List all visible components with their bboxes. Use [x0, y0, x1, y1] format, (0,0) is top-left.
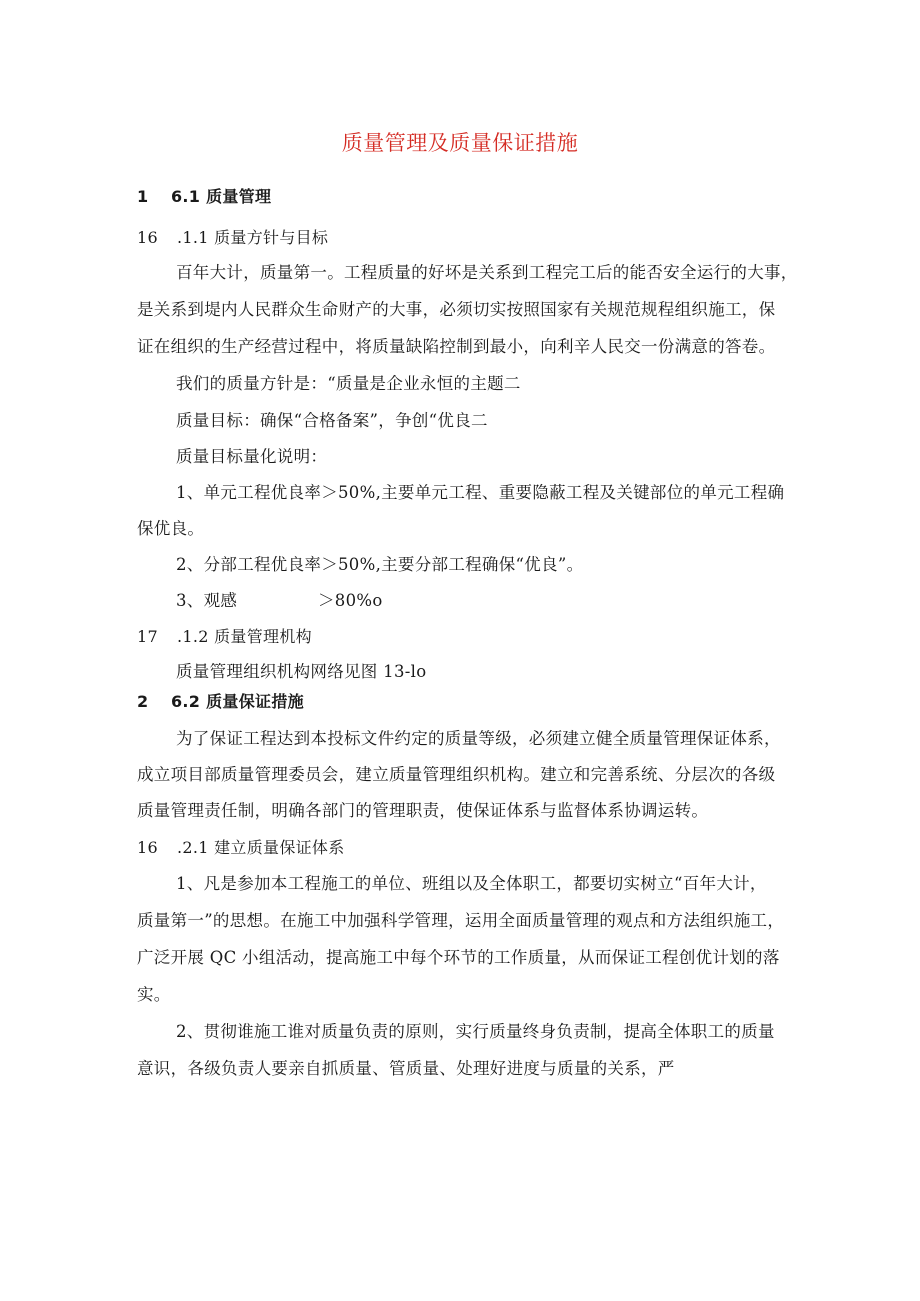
paragraph-line: 质量第一”的思想。在施工中加强科学管理，运用全面质量管理的观点和方法组织施工，: [137, 911, 785, 930]
quant-item-3: [176, 590, 383, 612]
quant-item-3-label: 3、观感: [176, 591, 238, 610]
paragraph-line: 成立项目部质量管理委员会，建立质量管理组织机构。建立和完善系统、分层次的各级: [137, 765, 776, 784]
quant-item-1-cont: 保优良。: [137, 519, 205, 538]
section-number: 1: [137, 187, 149, 206]
paragraph-line: 2、贯彻谁施工谁对质量负责的原则，实行质量终身负责制，提高全体职工的质量: [176, 1022, 775, 1041]
subsection-heading-6-1-2: [137, 626, 312, 648]
paragraph-line: 质量管理责任制，明确各部门的管理职责，使保证体系与监督体系协调运转。: [137, 801, 709, 820]
subsection-title: .2.1 建立质量保证体系: [177, 838, 345, 857]
paragraph-line: 广泛开展 QC 小组活动，提高施工中每个环节的工作质量，从而保证工程创优计划的落: [137, 948, 780, 967]
quant-item-2: 2、分部工程优良率＞50%,主要分部工程确保“优良”。: [176, 555, 584, 574]
quality-goal: 质量目标：确保“合格备案”，争创“优良二: [176, 411, 488, 430]
paragraph-line: 为了保证工程达到本投标文件约定的质量等级，必须建立健全质量管理保证体系，: [176, 729, 781, 748]
subsection-number: 16: [137, 838, 158, 857]
paragraph-line: 意识，各级负责人要亲自抓质量、管质量、处理好进度与质量的关系，严: [137, 1059, 675, 1078]
paragraph-line: 是关系到堤内人民群众生命财产的大事，必须切实按照国家有关规范规程组织施工，保: [137, 300, 776, 319]
quality-quantification-title: 质量目标量化说明：: [176, 447, 328, 466]
paragraph-line: 证在组织的生产经营过程中，将质量缺陷控制到最小，向利辛人民交一份满意的答卷。: [137, 337, 776, 356]
page-title: 质量管理及质量保证措施: [341, 131, 579, 155]
section-title: 6.2 质量保证措施: [171, 692, 304, 711]
section-number: 2: [137, 692, 149, 711]
subsection-heading-6-2-1: [137, 837, 345, 859]
paragraph-line: 百年大计，质量第一。工程质量的好坏是关系到工程完工后的能否安全运行的大事，: [176, 263, 798, 282]
subsection-title: .1.1 质量方针与目标: [177, 228, 329, 247]
section-title: 6.1 质量管理: [171, 187, 272, 206]
subsection-number: 16: [137, 228, 158, 247]
subsection-heading-6-1-1: [137, 227, 328, 249]
quant-item-1: 1、单元工程优良率＞50%,主要单元工程、重要隐蔽工程及关键部位的单元工程确: [176, 483, 785, 502]
subsection-number: 17: [137, 627, 158, 646]
quant-item-3-value: ＞80%o: [318, 591, 383, 610]
paragraph-line: 实。: [137, 985, 171, 1004]
paragraph-line: 质量管理组织机构网络见图 13-lo: [176, 662, 427, 681]
quality-policy: 我们的质量方针是：“质量是企业永恒的主题二: [176, 374, 521, 393]
subsection-title: .1.2 质量管理机构: [177, 627, 312, 646]
section-heading-6-2: [137, 691, 304, 713]
section-heading-6-1: [137, 186, 271, 208]
paragraph-line: 1、凡是参加本工程施工的单位、班组以及全体职工，都要切实树立“百年大计，: [176, 874, 767, 893]
